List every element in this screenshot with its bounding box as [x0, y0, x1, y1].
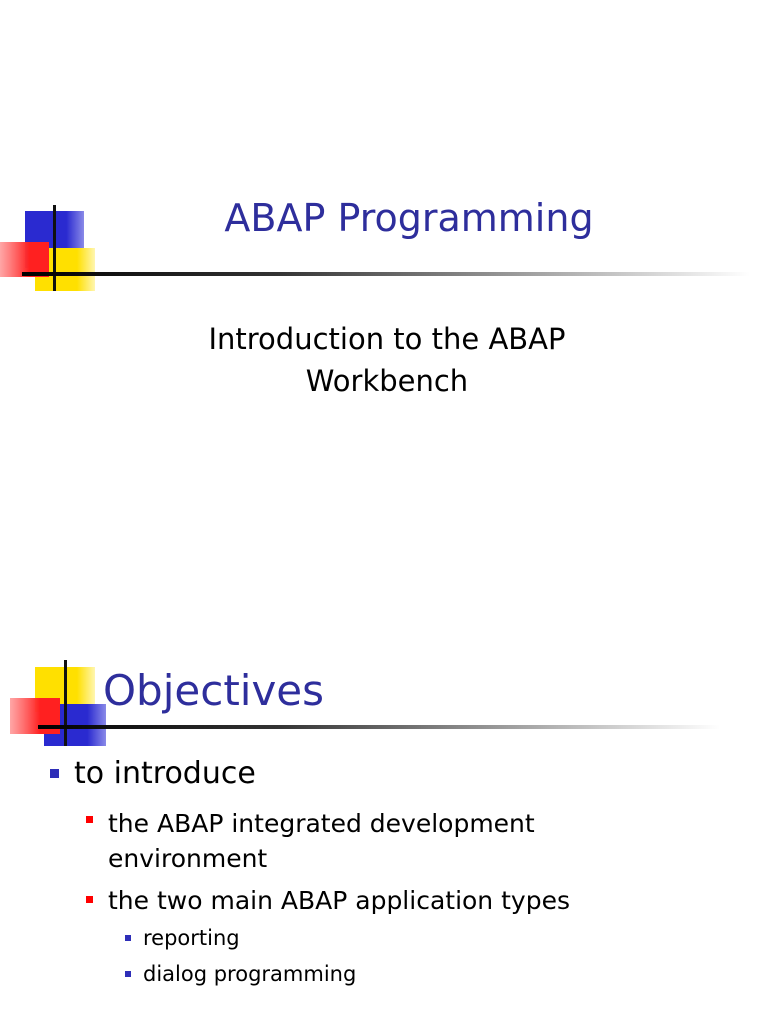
bullet-text: dialog programming — [143, 962, 357, 986]
subtitle-line-2: Workbench — [305, 364, 469, 398]
deco-vertical-line — [64, 660, 67, 746]
slide-title: ABAP Programming — [224, 196, 594, 240]
objectives-slide — [0, 512, 768, 1024]
bullet-text-line-2: environment — [108, 844, 268, 873]
subtitle-line-1: Introduction to the ABAP — [208, 322, 566, 356]
bullet-item — [143, 962, 356, 986]
bullet-text-line-1: the ABAP integrated development — [108, 809, 535, 838]
square-bullet-icon — [125, 935, 131, 941]
bullet-item — [108, 886, 570, 915]
title-underline — [22, 272, 750, 276]
bullet-text: to introduce — [74, 756, 256, 791]
title-underline — [38, 725, 720, 729]
square-bullet-icon — [125, 971, 131, 977]
bullet-item — [143, 926, 240, 950]
slide-subtitle — [0, 318, 768, 402]
square-bullet-icon — [50, 769, 59, 778]
square-bullet-icon — [86, 896, 93, 903]
slide-title: Objectives — [103, 666, 325, 715]
bullet-text: reporting — [143, 926, 240, 950]
bullet-text: the two main ABAP application types — [108, 886, 570, 915]
bullet-item — [74, 756, 256, 791]
bullet-item — [108, 806, 535, 876]
deco-red-square — [0, 242, 49, 277]
square-bullet-icon — [86, 816, 93, 823]
